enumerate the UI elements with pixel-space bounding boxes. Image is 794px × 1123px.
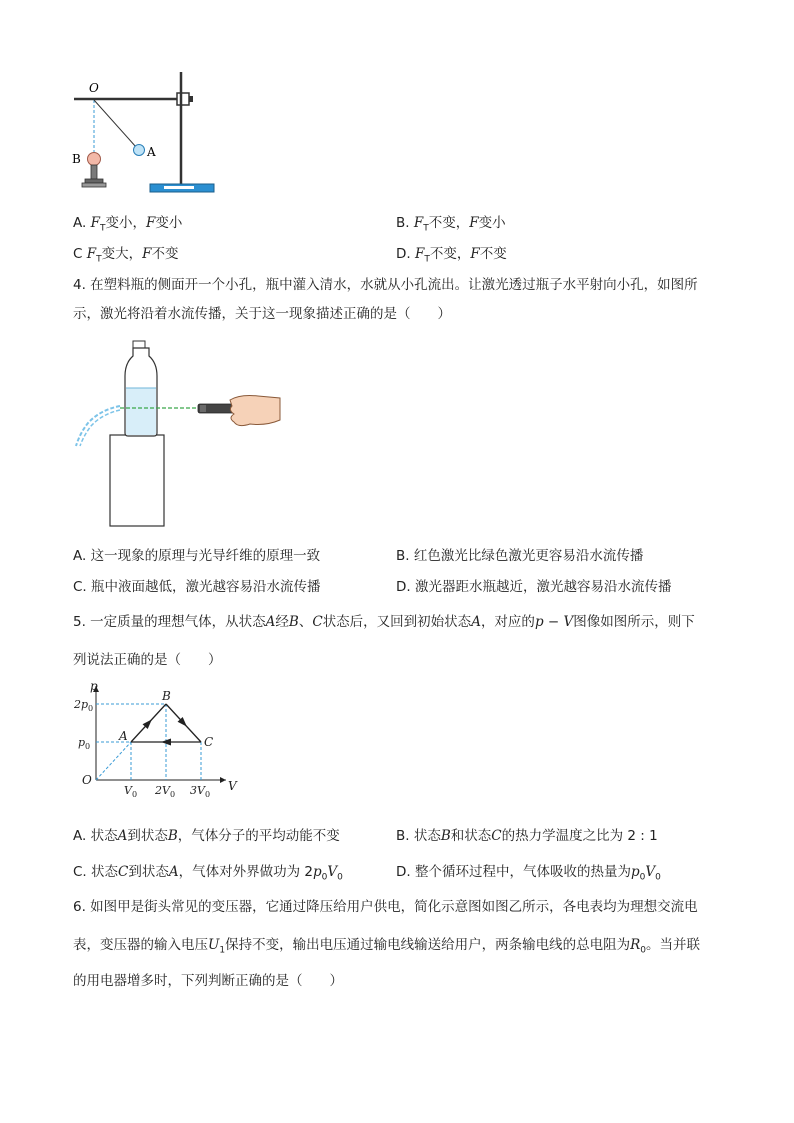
origin-label: O xyxy=(82,773,92,787)
ball-b xyxy=(88,153,101,166)
q4-option-d[interactable]: D. 激光器距水瓶越近，激光越容易沿水流传播 xyxy=(396,579,672,595)
q3-option-c[interactable]: C $F_T$变大，F不变 xyxy=(73,246,179,265)
pedestal xyxy=(110,435,164,526)
laser-bottle-figure xyxy=(70,338,285,530)
x-tick-3v0: $3V_0$ xyxy=(190,784,211,799)
clamp xyxy=(177,93,189,105)
bottle-cap xyxy=(133,341,145,348)
q5-option-c[interactable]: C. 状态C到状态A，气体对外界做功为 $2p_0V_0$ xyxy=(73,864,343,883)
y-tick-2p0: $2p_0$ xyxy=(74,698,94,713)
q3-option-b[interactable]: B. $F_T$不变，F变小 xyxy=(396,215,506,234)
point-label-b: B xyxy=(162,689,171,703)
point-label-c: C xyxy=(204,735,214,749)
q6-stem-line2: 表，变压器的输入电压$U_1$保持不变，输出电压通过输电线输送给用户，两条输电线的总电阻为$R_0$。当并联 xyxy=(73,937,701,956)
point-label-a: A xyxy=(119,729,128,743)
y-axis-label: p xyxy=(90,680,98,693)
q3-option-a[interactable]: A. $F_T$变小，F变小 xyxy=(73,215,183,234)
q6-stem-line1: 6. 如图甲是街头常见的变压器，它通过降压给用户供电，简化示意图如图乙所示，各电表均为理想交流电 xyxy=(73,899,698,915)
x-tick-v0: $V_0$ xyxy=(124,784,138,799)
pv-chart xyxy=(74,680,244,810)
q3-option-d[interactable]: D. $F_T$不变，F不变 xyxy=(396,246,507,265)
guide-origin-a xyxy=(96,742,131,780)
string xyxy=(94,100,136,147)
q5-option-d[interactable]: D. 整个循环过程中，气体吸收的热量为$p_0V_0$ xyxy=(396,864,661,883)
q4-stem-line1: 4. 在塑料瓶的侧面开一个小孔，瓶中灌入清水，水就从小孔流出。让激光透过瓶子水平射向小孔，如图所 xyxy=(73,277,698,293)
pendulum-figure xyxy=(68,70,228,195)
label-a: A xyxy=(147,145,156,159)
ball-a xyxy=(134,145,145,156)
label-o: O xyxy=(89,81,99,95)
q4-option-b[interactable]: B. 红色激光比绿色激光更容易沿水流传播 xyxy=(396,548,644,564)
label-b: B xyxy=(72,152,81,166)
q4-option-a[interactable]: A. 这一现象的原理与光导纤维的原理一致 xyxy=(73,548,321,564)
q6-stem-line3: 的用电器增多时，下列判断正确的是（ ） xyxy=(73,973,343,989)
hand xyxy=(230,396,280,426)
q5-stem-line1: 5. 一定质量的理想气体，从状态A经B、C状态后，又回到初始状态A，对应的p − V图像如图所示，则下 xyxy=(73,614,695,630)
q4-option-c[interactable]: C. 瓶中液面越低，激光越容易沿水流传播 xyxy=(73,579,321,595)
x-tick-2v0: $2V_0$ xyxy=(155,784,176,799)
bottle-water xyxy=(126,388,156,435)
x-axis-label: V xyxy=(228,779,237,793)
y-tick-p0: $p_0$ xyxy=(78,736,91,751)
q5-stem-line2: 列说法正确的是（ ） xyxy=(73,652,222,668)
q4-stem-line2: 示，激光将沿着水流传播，关于这一现象描述正确的是（ ） xyxy=(73,306,451,322)
q5-option-a[interactable]: A. 状态A到状态B，气体分子的平均动能不变 xyxy=(73,828,340,844)
q5-option-b[interactable]: B. 状态B和状态C的热力学温度之比为 2 : 1 xyxy=(396,828,658,844)
